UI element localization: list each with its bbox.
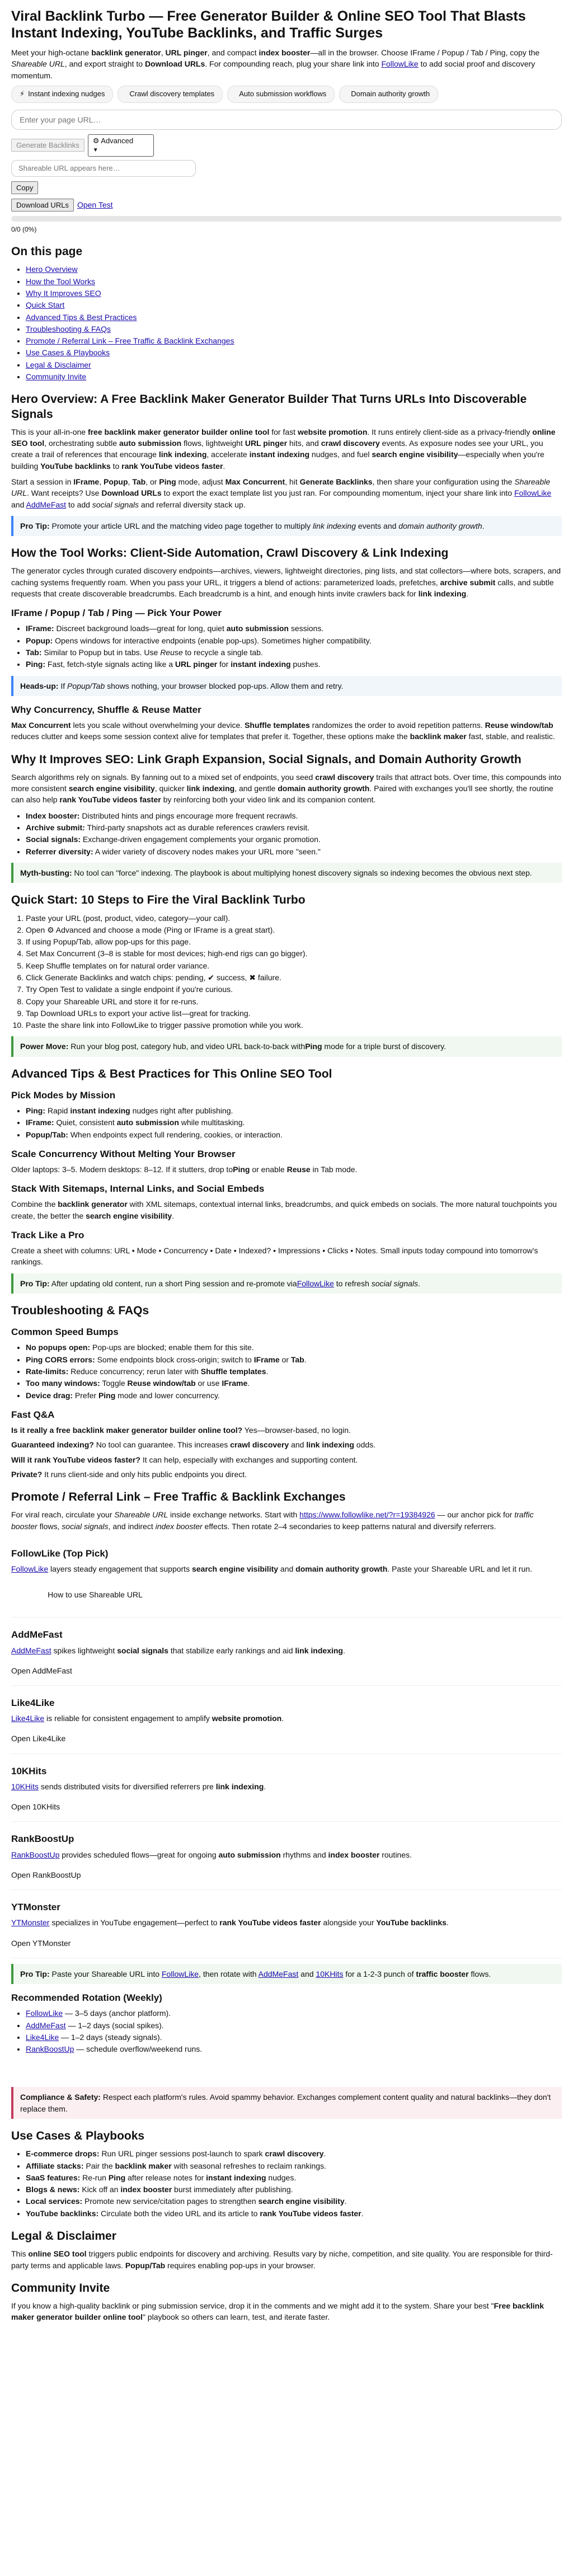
why-title: Why It Improves SEO: Link Graph Expansion, Social Signals, and Domain Authority Growth: [11, 753, 522, 766]
list-item: 1. Paste your URL (post, product, video, category—your call).: [26, 913, 562, 924]
toc-link-hero[interactable]: Hero Overview: [26, 265, 78, 274]
list-item: [26, 335, 562, 346]
faq-item: Will it rank YouTube videos faster? It can help, especially with exchanges and supporting content.: [11, 1455, 358, 1464]
list-item: • Local services: Promote new service/citation pages to strengthen search engine visibility.: [26, 2196, 562, 2207]
addmefast-link[interactable]: AddMeFast: [26, 500, 67, 509]
exchange-description: RankBoostUp provides scheduled flows—great for ongoing auto submission rhythms and index booster routines.: [11, 1850, 412, 1859]
followlike-link[interactable]: FollowLike: [161, 1969, 199, 1978]
why-paragraph: Search algorithms rely on signals. By fanning out to a mixed set of endpoints, you seed crawl discovery trails that attract bots. Over time, this compounds into more consistent search engine visibility, quicker link indexing, and gentle domain authority growth. Paired with exchanges you'll see shortly, the routine can also help rank YouTube videos faster by reinforcing both your video link and its companion content.: [11, 772, 561, 805]
list-item: • Social signals: Exchange-driven engagement complements your organic promotion.: [26, 834, 562, 845]
toc-link-community[interactable]: Community Invite: [26, 372, 87, 382]
list-item: 10. Paste the share link into FollowLike to trigger passive promotion while you work.: [26, 1019, 562, 1031]
shuffle-paragraph: Max Concurrent lets you scale without overwhelming your device. Shuffle templates randomizes the order to avoid repetition patterns. Reuse window/tab reduces clutter and keeps some session context alive for templates that prefer it. Together, these options make the backlink maker fast, stable, and realistic.: [11, 721, 555, 741]
list-item: • Ping: Fast, fetch-style signals acting like a URL pinger for instant indexing pushes.: [26, 659, 562, 670]
chip-domain-authority: Domain authority growth: [339, 86, 438, 103]
mode-select[interactable]: [88, 134, 154, 157]
list-item: 2. Open ⚙ Advanced and choose a mode (Ping or IFrame is a great start).: [26, 924, 562, 936]
url-input[interactable]: [11, 110, 562, 130]
download-row: [11, 199, 562, 211]
like4like-link[interactable]: Like4Like: [11, 1714, 45, 1723]
faq-item: Is it really a free backlink maker generator builder online tool? Yes—browser-based, no login.: [11, 1425, 351, 1435]
addmefast-link[interactable]: AddMeFast: [26, 2020, 66, 2030]
list-item: 3. If using Popup/Tab, allow pop-ups for this page.: [26, 936, 562, 947]
exchange-description: AddMeFast spikes lightweight social signals that stabilize early rankings and aid link indexing.: [11, 1646, 345, 1655]
track-title: Track Like a Pro: [11, 1230, 84, 1241]
list-item: • Referrer diversity: A wider variety of discovery nodes makes your URL more "seen.": [26, 846, 562, 857]
followlike-link[interactable]: FollowLike: [11, 1564, 49, 1574]
exchange-card-10khits: [11, 1754, 562, 1822]
compliance-tip: Compliance & Safety: Respect each platform's rules. Avoid spammy behavior. Exchanges complement content quality and natural backlinks—they don't replace them.: [11, 2087, 562, 2119]
toc-list: [11, 264, 562, 382]
list-item: • Tab: Similar to Popup but in tabs. Use Reuse to recycle a single tab.: [26, 647, 562, 658]
faq-item: Guaranteed indexing? No tool can guarantee. This increases crawl discovery and link indexing odds.: [11, 1440, 376, 1450]
heads-up-tip: Heads-up: If Popup/Tab shows nothing, your browser blocked pop-ups. Allow them and retry.: [11, 676, 562, 696]
list-item: [26, 276, 562, 287]
toc-link-why[interactable]: Why It Improves SEO: [26, 288, 101, 298]
usecases-list: [11, 2148, 562, 2219]
progress-bar: [11, 216, 562, 222]
scale-paragraph: Older laptops: 3–5. Modern desktops: 8–12. If it stutters, drop toPing or enable Reuse in Tab mode.: [11, 1165, 358, 1174]
exchange-card-like4like: [11, 1686, 562, 1754]
followlike-link[interactable]: FollowLike: [381, 59, 419, 69]
list-item: • Blogs & news: Kick off an index booster burst immediately after publishing.: [26, 2184, 562, 2195]
stack-title: Stack With Sitemaps, Internal Links, and Social Embeds: [11, 1183, 265, 1195]
progress-text: 0/0 (0%): [11, 225, 37, 233]
advanced-pro-tip: Pro Tip: After updating old content, run a short Ping session and re-promote viaFollowLike to refresh social signals.: [11, 1273, 562, 1294]
quick-start-title: Quick Start: 10 Steps to Fire the Viral Backlink Turbo: [11, 894, 306, 907]
how-paragraph: The generator cycles through curated discovery endpoints—archives, viewers, lightweight directories, ping lists, and stat collectors—where bots, scrapers, and caching systems frequently roam. When you pass your URL, it triggers a blend of actions: parameterized loads, prefetches, archive submit calls, and subtle requests that create discoverable breadcrumbs. Each breadcrumb is a hint, and enough hints invite crawlers back for link indexing.: [11, 566, 561, 599]
feature-chips: [11, 86, 562, 103]
exchange-card-addmefast: [11, 1618, 562, 1686]
list-item: • YouTube backlinks: Circulate both the video URL and its article to rank YouTube videos faster.: [26, 2208, 562, 2219]
rotation-title: Recommended Rotation (Weekly): [11, 1992, 162, 2004]
exchange-card-followlike: [11, 1536, 562, 1618]
video-embed-label: How to use Shareable URL: [48, 1590, 143, 1600]
power-move-tip: Power Move: Run your blog post, category hub, and video URL back-to-back withPing mode for a triple burst of discovery.: [11, 1036, 562, 1056]
toc-link-usecases[interactable]: Use Cases & Playbooks: [26, 348, 110, 358]
toc-link-quick[interactable]: Quick Start: [26, 300, 65, 310]
list-item: 8. Copy your Shareable URL and store it for re-runs.: [26, 996, 562, 1007]
generate-backlinks-button[interactable]: Generate Backlinks: [11, 139, 84, 152]
faq-list: [11, 1425, 562, 1480]
mission-list: [11, 1105, 562, 1140]
list-item: • Popup/Tab: When endpoints expect full rendering, cookies, or interaction.: [26, 1129, 562, 1140]
promote-paragraph: For viral reach, circulate your Shareable URL inside exchange networks. Start with https://www.followlike.net/?r=19384926 — our anchor pick for traffic booster flows, social signals, and indirect index booster effects. Then rotate 2–4 secondaries to keep patterns natural and diversify referrers.: [11, 1510, 534, 1531]
exchange-description: YTMonster specializes in YouTube engagement—perfect to rank YouTube videos faster alongside your YouTube backlinks.: [11, 1918, 449, 1928]
followlike-link[interactable]: FollowLike: [514, 488, 552, 498]
hero-pro-tip: Pro Tip: Promote your article URL and the matching video page together to multiply link indexing events and domain authority growth.: [11, 516, 562, 536]
copy-row: [11, 181, 562, 194]
10khits-link[interactable]: 10KHits: [11, 1781, 39, 1791]
video-embed[interactable]: [11, 1579, 179, 1610]
followlike-referral-link[interactable]: https://www.followlike.net/?r=19384926: [299, 1510, 435, 1520]
list-item: • Device drag: Prefer Ping mode and lower concurrency.: [26, 1390, 562, 1401]
bumps-list: [11, 1342, 562, 1400]
usecases-title: Use Cases & Playbooks: [11, 2130, 145, 2143]
bumps-title: Common Speed Bumps: [11, 1327, 119, 1338]
open-like4like-button[interactable]: Open Like4Like: [11, 1734, 66, 1743]
exchange-description: FollowLike layers steady engagement that supports search engine visibility and domain authority growth. Paste your Shareable URL and let it run.: [11, 1564, 532, 1574]
addmefast-link[interactable]: AddMeFast: [11, 1646, 51, 1655]
toc-link-troubleshooting[interactable]: Troubleshooting & FAQs: [26, 324, 111, 333]
backlink-tool: [11, 110, 562, 234]
why-list: [11, 810, 562, 857]
myth-busting-tip: Myth-busting: No tool can "force" indexing. The playbook is about multiplying honest discovery signals so indexing becomes the obvious next step.: [11, 863, 562, 883]
modes-title: IFrame / Popup / Tab / Ping — Pick Your Power: [11, 608, 222, 619]
track-paragraph: Create a sheet with columns: URL • Mode • Concurrency • Date • Indexed? • Impressions • Clicks • Notes. Small inputs today compound into tomorrow's rankings.: [11, 1246, 538, 1267]
list-item: • Ping: Rapid instant indexing nudges right after publishing.: [26, 1105, 562, 1116]
followlike-link[interactable]: FollowLike: [26, 2009, 63, 2018]
quick-start-steps: [11, 913, 562, 1031]
scale-title: Scale Concurrency Without Melting Your Browser: [11, 1149, 236, 1159]
list-item: 7. Try Open Test to validate a single endpoint if you're curious.: [26, 984, 562, 995]
list-item: • Rate-limits: Reduce concurrency; rerun later with Shuffle templates.: [26, 1366, 562, 1377]
shareable-url-field[interactable]: [11, 160, 196, 177]
exchange-title: RankBoostUp: [11, 1834, 74, 1845]
list-item: 6. Click Generate Backlinks and watch chips: pending, ✔ success, ✖ failure.: [26, 972, 562, 983]
open-rankboostup-button[interactable]: Open RankBoostUp: [11, 1870, 81, 1879]
open-addmefast-button[interactable]: Open AddMeFast: [11, 1666, 72, 1675]
qa-title: Fast Q&A: [11, 1409, 55, 1420]
list-item: [26, 312, 562, 323]
list-item: [26, 323, 562, 335]
list-item: • Index booster: Distributed hints and pings encourage more frequent recrawls.: [26, 810, 562, 821]
exchange-description: 10KHits sends distributed visits for diversified referrers pre link indexing.: [11, 1781, 266, 1791]
promote-pro-tip: Pro Tip: Paste your Shareable URL into FollowLike, then rotate with AddMeFast and 10KHits for a 1-2-3 punch of traffic booster flows.: [11, 1964, 562, 1984]
followlike-link[interactable]: FollowLike: [297, 1278, 334, 1288]
rotation-list: [11, 2008, 562, 2055]
open-10khits-button[interactable]: Open 10KHits: [11, 1802, 60, 1812]
list-item: • Like4Like — 1–2 days (steady signals).: [26, 2032, 562, 2043]
open-test-link[interactable]: Open Test: [77, 200, 113, 210]
ytmonster-link[interactable]: YTMonster: [11, 1918, 50, 1928]
shuffle-title: Why Concurrency, Shuffle & Reuse Matter: [11, 704, 201, 715]
10khits-link[interactable]: 10KHits: [316, 1969, 344, 1978]
spacer: [11, 2059, 562, 2081]
hero-title: Hero Overview: A Free Backlink Maker Generator Builder That Turns URLs Into Discoverable Signals: [11, 393, 527, 421]
chip-auto-submission: Auto submission workflows: [227, 86, 335, 103]
list-item: [26, 288, 562, 299]
mission-title: Pick Modes by Mission: [11, 1090, 116, 1101]
modes-list: [11, 623, 562, 670]
list-item: [26, 299, 562, 311]
intro-paragraph: Meet your high-octane backlink generator, URL pinger, and compact index booster—all in the browser. Choose IFrame / Popup / Tab / Ping, copy the Shareable URL, and export straight to Download URLs. For compounding reach, plug your share link into FollowLike to add social proof and discovery momentum.: [11, 48, 540, 80]
toc-link-advanced[interactable]: Advanced Tips & Best Practices: [26, 312, 137, 322]
stack-paragraph: Combine the backlink generator with XML sitemaps, contextual internal links, breadcrumbs, and quick embeds on socials. The more natural touchpoints you create, the better the search engine visibility.: [11, 1200, 557, 1220]
exchange-description: Like4Like is reliable for consistent engagement to amplify website promotion.: [11, 1714, 284, 1723]
list-item: 9. Tap Download URLs to export your active list—great for tracking.: [26, 1008, 562, 1019]
advanced-title: Advanced Tips & Best Practices for This Online SEO Tool: [11, 1067, 332, 1080]
toc-title: On this page: [11, 245, 83, 258]
list-item: • FollowLike — 3–5 days (anchor platform).: [26, 2008, 562, 2019]
download-urls-button[interactable]: Download URLs: [11, 199, 74, 211]
page-title: Viral Backlink Turbo — Free Generator Builder & Online SEO Tool That Blasts Instant Indexing, YouTube Backlinks, and Traffic Surges: [11, 8, 526, 41]
copy-button[interactable]: Copy: [11, 181, 38, 194]
legal-title: Legal & Disclaimer: [11, 2230, 116, 2243]
chip-instant-indexing: ⚡ Instant indexing nudges: [11, 86, 113, 103]
chevron-down-icon: ▼: [92, 147, 98, 153]
list-item: • Popup: Opens windows for interactive endpoints (enable pop-ups). Sometimes higher compatibility.: [26, 635, 562, 646]
exchange-title: Like4Like: [11, 1698, 55, 1709]
list-item: [26, 359, 562, 370]
list-item: [26, 347, 562, 358]
list-item: • IFrame: Quiet, consistent auto submission while multitasking.: [26, 1117, 562, 1128]
community-title: Community Invite: [11, 2281, 110, 2295]
exchange-card-rankboostup: [11, 1822, 562, 1890]
legal-paragraph: This online SEO tool triggers public endpoints for discovery and archiving. Results vary by niche, competition, and site quality. You are responsible for third-party terms and applicable laws. Popup/Tab requires enabling pop-ups in your browser.: [11, 2249, 553, 2270]
how-title: How the Tool Works: Client-Side Automation, Crawl Discovery & Link Indexing: [11, 547, 449, 560]
list-item: • SaaS features: Re-run Ping after release notes for instant indexing nudges.: [26, 2172, 562, 2183]
mode-label: ⚙ Advanced: [92, 137, 134, 145]
list-item: • AddMeFast — 1–2 days (social spikes).: [26, 2020, 562, 2031]
toc-link-promote[interactable]: Promote / Referral Link – Free Traffic & Backlink Exchanges: [26, 336, 234, 346]
addmefast-link[interactable]: AddMeFast: [258, 1969, 299, 1978]
chip-crawl-discovery: Crawl discovery templates: [118, 86, 223, 103]
hero-paragraph-2: Start a session in IFrame, Popup, Tab, or Ping mode, adjust Max Concurrent, hit Generate Backlinks, then share your configuration using the Shareable URL. Want receipts? Use Download URLs to export the exact template list you just ran. For compounding momentum, inject your share link into FollowLike and AddMeFast to add social signals and referral diversity stack up.: [11, 477, 552, 509]
troubleshooting-title: Troubleshooting & FAQs: [11, 1304, 149, 1318]
toc-link-legal[interactable]: Legal & Disclaimer: [26, 360, 91, 369]
lightning-icon: ⚡: [20, 89, 25, 98]
rankboostup-link[interactable]: RankBoostUp: [11, 1850, 60, 1859]
list-item: • Ping CORS errors: Some endpoints block cross-origin; switch to IFrame or Tab.: [26, 1354, 562, 1365]
list-item: • Too many windows: Toggle Reuse window/tab or use IFrame.: [26, 1378, 562, 1389]
exchange-title: 10KHits: [11, 1765, 47, 1776]
rankboostup-link[interactable]: RankBoostUp: [26, 2044, 74, 2054]
list-item: [26, 264, 562, 275]
exchange-title: FollowLike (Top Pick): [11, 1548, 109, 1559]
list-item: • RankBoostUp — schedule overflow/weekend runs.: [26, 2043, 562, 2055]
promote-title: Promote / Referral Link – Free Traffic & Backlink Exchanges: [11, 1491, 346, 1504]
list-item: • No popups open: Pop-ups are blocked; enable them for this site.: [26, 1342, 562, 1353]
hero-paragraph-1: This is your all-in-one free backlink maker generator builder online tool for fast website promotion. It runs entirely client-side as a privacy-friendly online SEO tool, orchestrating subtle auto submission flows, lightweight URL pinger hits, and crawl discovery events. As exposure nodes see your URL, you create a trail of references that encourage link indexing, accelerate instant indexing nudges, and fuel search engine visibility—especially when you're building YouTube backlinks to rank YouTube videos faster.: [11, 427, 556, 471]
exchange-title: YTMonster: [11, 1902, 60, 1913]
tool-controls: [11, 134, 562, 157]
list-item: [26, 371, 562, 382]
list-item: • E-commerce drops: Run URL pinger sessions post-launch to spark crawl discovery.: [26, 2148, 562, 2159]
list-item: • Affiliate stacks: Pair the backlink maker with seasonal refreshes to reclaim rankings.: [26, 2160, 562, 2171]
like4like-link[interactable]: Like4Like: [26, 2032, 59, 2042]
exchange-card-ytmonster: [11, 1890, 562, 1958]
community-paragraph: If you know a high-quality backlink or ping submission service, drop it in the comments and we might add it to the system. Share your best "Free backlink maker generator builder online tool" playbook so others can learn, test, and iterate faster.: [11, 2301, 544, 2322]
toc-link-how[interactable]: How the Tool Works: [26, 276, 95, 286]
faq-item: Private? It runs client-side and only hits public endpoints you direct.: [11, 1469, 247, 1479]
open-ytmonster-button[interactable]: Open YTMonster: [11, 1938, 71, 1948]
list-item: 5. Keep Shuffle templates on for natural order variance.: [26, 960, 562, 971]
list-item: • Archive submit: Third-party snapshots act as durable references crawlers revisit.: [26, 822, 562, 833]
list-item: • IFrame: Discreet background loads—great for long, quiet auto submission sessions.: [26, 623, 562, 634]
exchange-title: AddMeFast: [11, 1629, 63, 1640]
list-item: 4. Set Max Concurrent (3–8 is stable for most devices; high-end rigs can go bigger).: [26, 948, 562, 959]
